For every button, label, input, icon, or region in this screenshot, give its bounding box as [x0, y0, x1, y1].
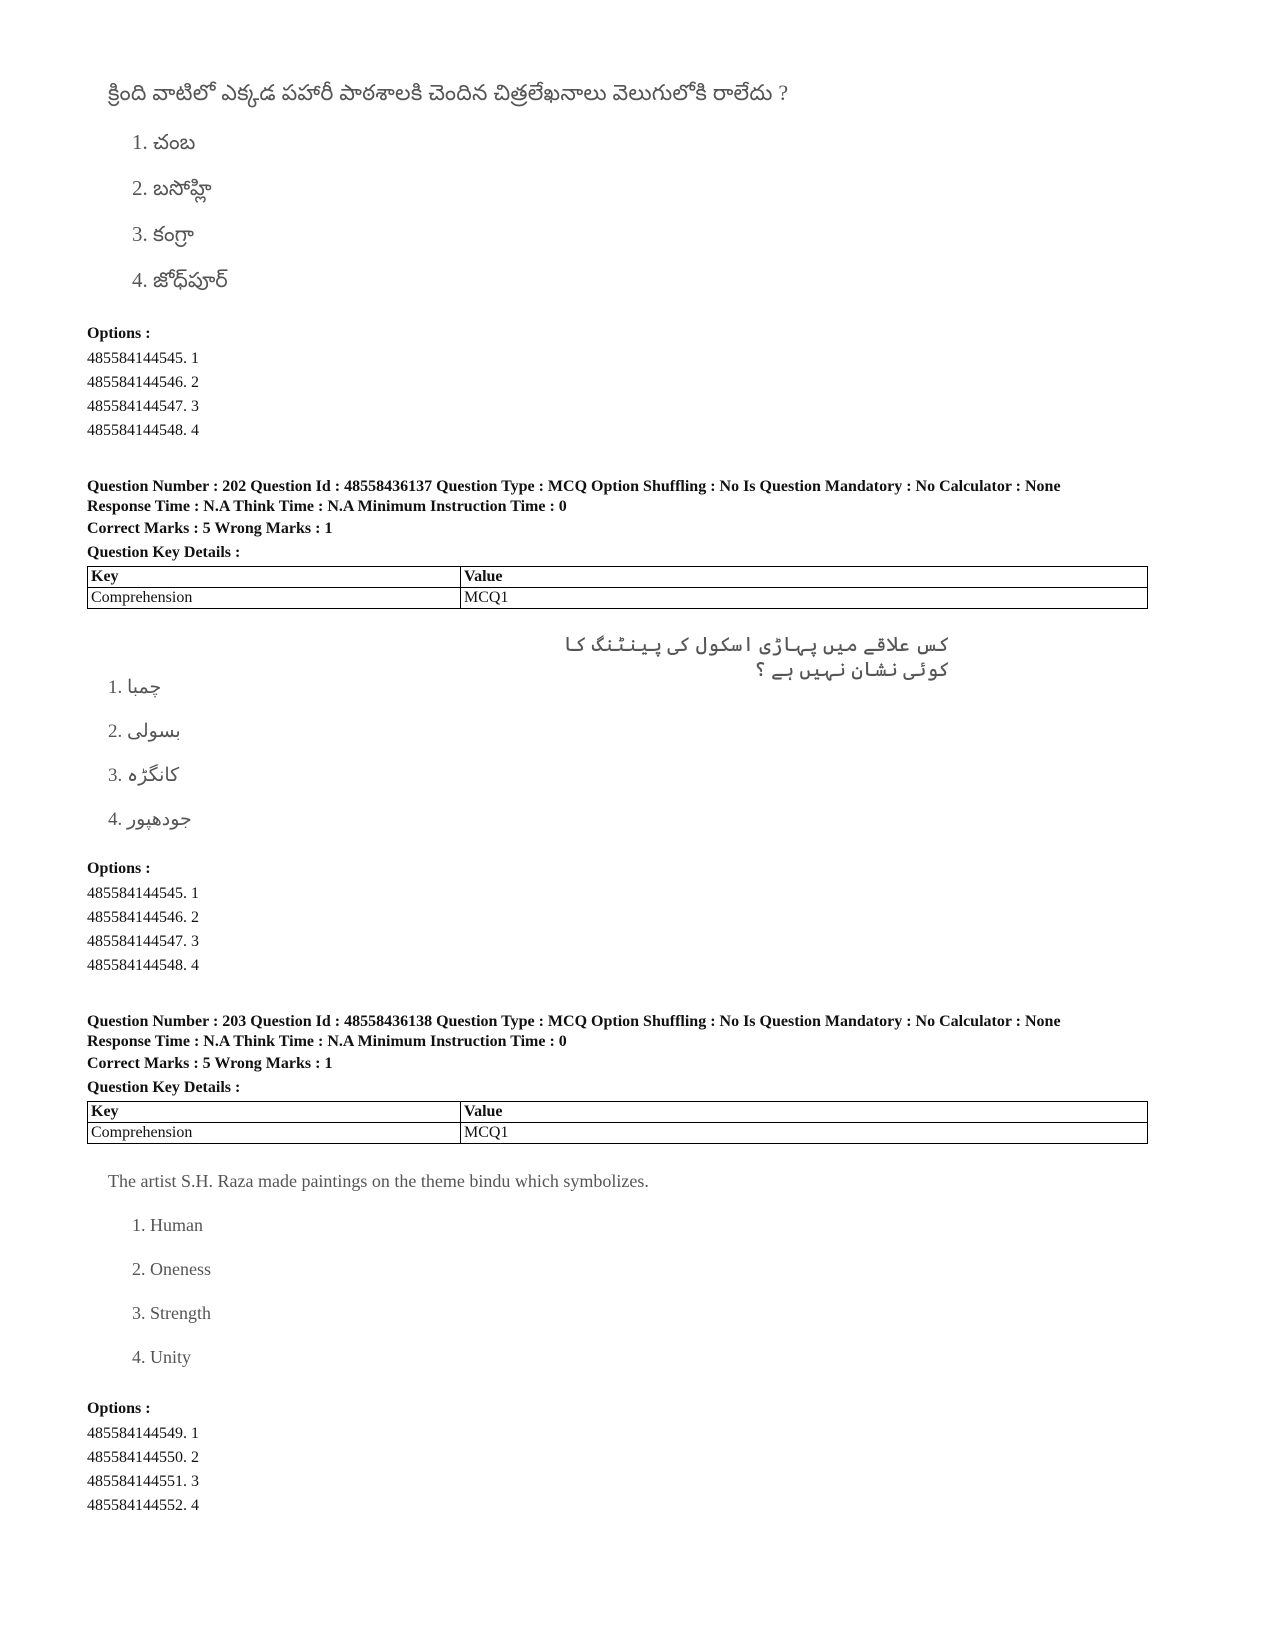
option-id-4: 485584144548. 4	[87, 957, 199, 974]
option-id-4: 485584144552. 4	[87, 1497, 199, 1514]
option-id-1: 485584144545. 1	[87, 350, 199, 367]
option-id-3: 485584144551. 3	[87, 1473, 199, 1490]
option-id-1: 485584144549. 1	[87, 1425, 199, 1442]
key-table-header-value: Value	[461, 1102, 1148, 1123]
options-list-202	[87, 882, 199, 978]
key-table-header-key: Key	[88, 567, 461, 588]
options-list-201	[87, 347, 199, 443]
question-201-choice-1: 1. చంబ	[132, 130, 196, 154]
options-label-201: Options :	[87, 325, 151, 342]
question-203-choice-3: 3. Strength	[132, 1303, 211, 1323]
question-203-marks: Correct Marks : 5 Wrong Marks : 1	[87, 1055, 333, 1072]
question-201-choice-3: 3. కంగ్రా	[132, 222, 194, 246]
question-202-meta-line1: Question Number : 202 Question Id : 48558436137 Question Type : MCQ Option Shuffling : No Is Question Mandatory : No Calculator : None	[87, 478, 1061, 495]
key-table-header-value: Value	[461, 567, 1148, 588]
question-203-choice-2: 2. Oneness	[132, 1259, 211, 1279]
question-203-key-details-label: Question Key Details :	[87, 1079, 241, 1096]
option-id-3: 485584144547. 3	[87, 398, 199, 415]
question-202-choice-4: 4. جودھپور	[108, 809, 192, 830]
key-table-header-row	[88, 1102, 1148, 1123]
question-203-text: The artist S.H. Raza made paintings on the theme bindu which symbolizes.	[108, 1171, 649, 1191]
question-203-meta-line1: Question Number : 203 Question Id : 48558436138 Question Type : MCQ Option Shuffling : No Is Question Mandatory : No Calculator : None	[87, 1013, 1061, 1030]
options-list-203	[87, 1422, 199, 1518]
question-202-choice-3: 3. کانگڑہ	[108, 765, 180, 786]
option-id-1: 485584144545. 1	[87, 885, 199, 902]
key-table-row	[88, 1123, 1148, 1144]
question-202-choice-1: 1. چمبا	[108, 677, 162, 698]
question-202-meta-line2: Response Time : N.A Think Time : N.A Minimum Instruction Time : 0	[87, 498, 567, 515]
options-label-203: Options :	[87, 1400, 151, 1417]
question-203-meta	[87, 1012, 1061, 1052]
question-201-text: క్రింది వాటిలో ఎక్కడ పహారీ పాఠశాలకి చెందిన చిత్రలేఖనాలు వెలుగులోకి రాలేదు ?	[108, 80, 789, 105]
question-202-text: کس علاقے میں پہاڑی اسکول کی پینٹنگ کا کوئی نشان نہیں ہے ؟	[563, 634, 950, 681]
options-label-202: Options :	[87, 860, 151, 877]
question-202-key-table	[87, 566, 1148, 609]
key-table-cell-key: Comprehension	[88, 588, 461, 609]
question-201-choice-2: 2. బసోహ్లి	[132, 176, 212, 200]
key-table-row	[88, 588, 1148, 609]
question-202-key-details-label: Question Key Details :	[87, 544, 241, 561]
question-203-key-table	[87, 1101, 1148, 1144]
option-id-2: 485584144546. 2	[87, 374, 199, 391]
question-202-meta	[87, 477, 1061, 517]
key-table-cell-value: MCQ1	[461, 1123, 1148, 1144]
option-id-2: 485584144546. 2	[87, 909, 199, 926]
option-id-2: 485584144550. 2	[87, 1449, 199, 1466]
key-table-cell-value: MCQ1	[461, 588, 1148, 609]
question-203-choice-4: 4. Unity	[132, 1347, 192, 1367]
question-203-meta-line2: Response Time : N.A Think Time : N.A Minimum Instruction Time : 0	[87, 1033, 567, 1050]
question-203-choice-1: 1. Human	[132, 1215, 203, 1235]
key-table-cell-key: Comprehension	[88, 1123, 461, 1144]
question-202-marks: Correct Marks : 5 Wrong Marks : 1	[87, 520, 333, 537]
question-201-choice-4: 4. జోధ్‌పూర్	[132, 268, 228, 292]
question-202-choice-2: 2. بسولی	[108, 721, 181, 742]
key-table-header-row	[88, 567, 1148, 588]
key-table-header-key: Key	[88, 1102, 461, 1123]
option-id-4: 485584144548. 4	[87, 422, 199, 439]
option-id-3: 485584144547. 3	[87, 933, 199, 950]
